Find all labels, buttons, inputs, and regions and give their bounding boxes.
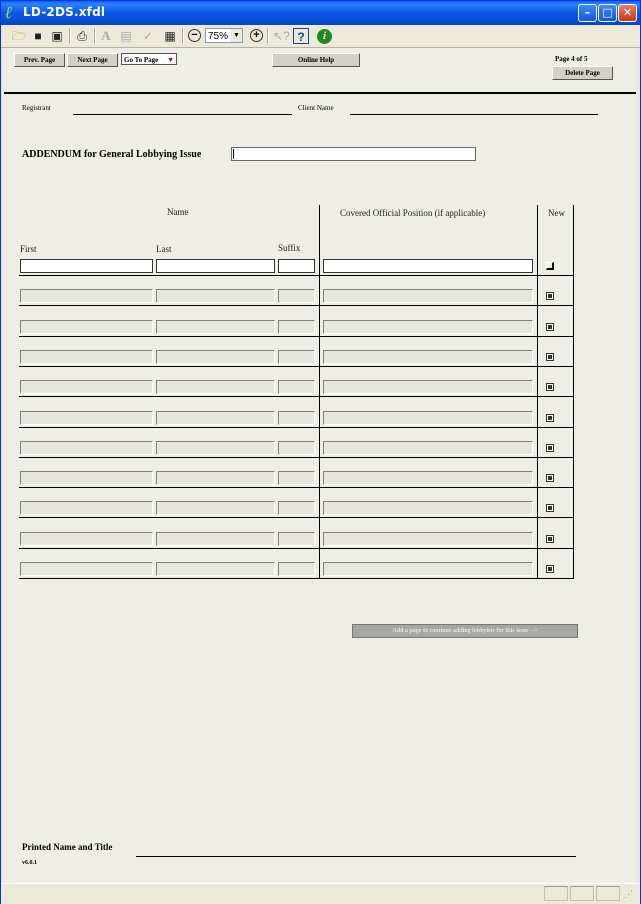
status-panel (596, 886, 620, 901)
suffix-input[interactable] (278, 320, 315, 334)
go-to-page-label: Go To Page (124, 56, 159, 64)
first-name-input[interactable] (20, 562, 153, 576)
delete-page-button[interactable]: Delete Page (552, 66, 613, 80)
print-icon[interactable]: ⎙ (77, 29, 87, 43)
last-name-input[interactable] (156, 562, 275, 576)
new-checkbox[interactable] (546, 323, 554, 331)
name-header: Name (167, 207, 189, 217)
resize-grip-icon[interactable]: ⋰ (624, 889, 633, 899)
registrant-label: Registrant (22, 104, 51, 112)
zoom-out-icon[interactable]: − (188, 29, 201, 42)
first-name-input[interactable] (20, 320, 153, 334)
position-input[interactable] (323, 380, 533, 394)
new-checkbox[interactable] (546, 444, 554, 452)
status-bar (1, 883, 640, 904)
position-input[interactable] (323, 501, 533, 515)
new-checkbox[interactable] (546, 474, 554, 482)
toolbar-separator (182, 28, 184, 44)
row-divider (19, 517, 574, 518)
position-input[interactable] (323, 350, 533, 364)
row-divider (19, 275, 574, 276)
save-as-icon[interactable]: ▣ (51, 29, 63, 43)
signature-icon[interactable]: ▦ (164, 29, 176, 43)
position-input[interactable] (323, 471, 533, 485)
first-name-input[interactable] (20, 471, 153, 485)
close-button[interactable]: ✕ (618, 4, 637, 22)
form-icon[interactable]: ▤ (120, 29, 132, 43)
app-logo-icon: ℓ (5, 3, 13, 23)
suffix-input[interactable] (278, 380, 315, 394)
toolbar (1, 25, 640, 48)
last-name-input[interactable] (156, 350, 275, 364)
row-divider (19, 578, 574, 579)
suffix-input[interactable] (278, 411, 315, 425)
suffix-input[interactable] (278, 441, 315, 455)
row-divider (19, 366, 574, 367)
position-input[interactable] (323, 289, 533, 303)
spellcheck-icon[interactable]: ✓ (142, 29, 154, 43)
form-page (4, 48, 636, 884)
suffix-input[interactable] (278, 532, 315, 546)
row-divider (19, 457, 574, 458)
column-divider (319, 205, 320, 579)
first-label: First (20, 244, 37, 254)
zoom-value: 75% (208, 31, 229, 42)
suffix-input[interactable] (278, 562, 315, 576)
font-icon[interactable]: A (101, 28, 111, 43)
position-input[interactable] (323, 320, 533, 334)
registrant-line (73, 114, 292, 115)
first-name-input[interactable] (20, 501, 153, 515)
toolbar-separator (69, 28, 71, 44)
suffix-input[interactable] (278, 259, 315, 273)
suffix-label: Suffix (278, 243, 301, 253)
column-divider (573, 205, 574, 579)
last-name-input[interactable] (156, 501, 275, 515)
help-icon[interactable]: ? (293, 28, 309, 44)
go-to-page-select[interactable] (121, 53, 177, 65)
last-name-input[interactable] (156, 532, 275, 546)
version-label: v6.0.1 (22, 860, 37, 866)
first-name-input[interactable] (20, 532, 153, 546)
position-input[interactable] (323, 562, 533, 576)
page-indicator: Page 4 of 5 (555, 55, 588, 63)
addendum-label: ADDENDUM for General Lobbying Issue (22, 149, 202, 160)
printed-name-label: Printed Name and Title (22, 842, 113, 852)
row-divider (19, 396, 574, 397)
first-name-input[interactable] (20, 289, 153, 303)
prev-page-button[interactable]: Prev. Page (14, 53, 65, 67)
row-divider (19, 427, 574, 428)
row-divider (19, 336, 574, 337)
row-divider (19, 305, 574, 306)
status-panel (544, 886, 568, 901)
suffix-input[interactable] (278, 471, 315, 485)
new-checkbox[interactable] (546, 383, 554, 391)
online-help-button[interactable]: Online Help (272, 53, 360, 67)
first-name-input[interactable] (20, 350, 153, 364)
first-name-input[interactable] (20, 441, 153, 455)
last-name-input[interactable] (156, 380, 275, 394)
text-cursor (233, 149, 234, 159)
position-input[interactable] (323, 259, 533, 273)
window-title: LD-2DS.xfdl (23, 5, 106, 19)
new-checkbox[interactable] (546, 353, 554, 361)
last-name-input[interactable] (156, 259, 275, 273)
info-icon[interactable]: i (317, 29, 332, 44)
navigation-bar (4, 48, 636, 94)
save-icon[interactable]: ■ (34, 29, 42, 43)
chevron-down-icon: ▼ (167, 56, 174, 64)
maximize-button[interactable]: □ (598, 4, 617, 22)
last-name-input[interactable] (156, 471, 275, 485)
new-header: New (548, 208, 565, 218)
suffix-input[interactable] (278, 289, 315, 303)
toolbar-separator (94, 28, 96, 44)
suffix-input[interactable] (278, 501, 315, 515)
column-divider (537, 205, 538, 579)
add-page-button[interactable]: Add a page to continue adding lobbyists for this issue --> (352, 624, 578, 638)
client-name-label: Client Name (298, 104, 334, 112)
new-checkbox[interactable] (546, 535, 554, 543)
chevron-down-icon: ▼ (231, 29, 242, 42)
position-input[interactable] (323, 532, 533, 546)
position-input[interactable] (323, 411, 533, 425)
position-header: Covered Official Position (if applicable) (340, 208, 486, 218)
new-checkbox[interactable] (546, 565, 554, 573)
printed-name-line (136, 856, 576, 857)
row-divider (19, 548, 574, 549)
row-divider (19, 487, 574, 488)
last-name-input[interactable] (156, 320, 275, 334)
new-checkbox[interactable] (546, 504, 554, 512)
open-folder-icon[interactable]: 🗁 (11, 29, 27, 43)
status-panel (570, 886, 594, 901)
zoom-in-icon[interactable]: + (250, 29, 263, 42)
addendum-input[interactable] (231, 147, 476, 161)
last-name-input[interactable] (156, 411, 275, 425)
first-name-input[interactable] (20, 259, 153, 273)
new-checkbox[interactable] (546, 292, 554, 300)
title-bar[interactable] (1, 1, 640, 25)
first-name-input[interactable] (20, 380, 153, 394)
last-name-input[interactable] (156, 441, 275, 455)
next-page-button[interactable]: Next Page (67, 53, 118, 67)
last-name-input[interactable] (156, 289, 275, 303)
position-input[interactable] (323, 441, 533, 455)
new-checkbox[interactable] (546, 262, 554, 270)
whats-this-icon[interactable]: ↖? (273, 29, 290, 43)
minimize-button[interactable]: – (578, 4, 597, 22)
new-checkbox[interactable] (546, 414, 554, 422)
zoom-select[interactable] (205, 28, 243, 43)
first-name-input[interactable] (20, 411, 153, 425)
toolbar-separator (267, 28, 269, 44)
suffix-input[interactable] (278, 350, 315, 364)
client-name-line (350, 114, 598, 115)
last-label: Last (156, 244, 172, 254)
